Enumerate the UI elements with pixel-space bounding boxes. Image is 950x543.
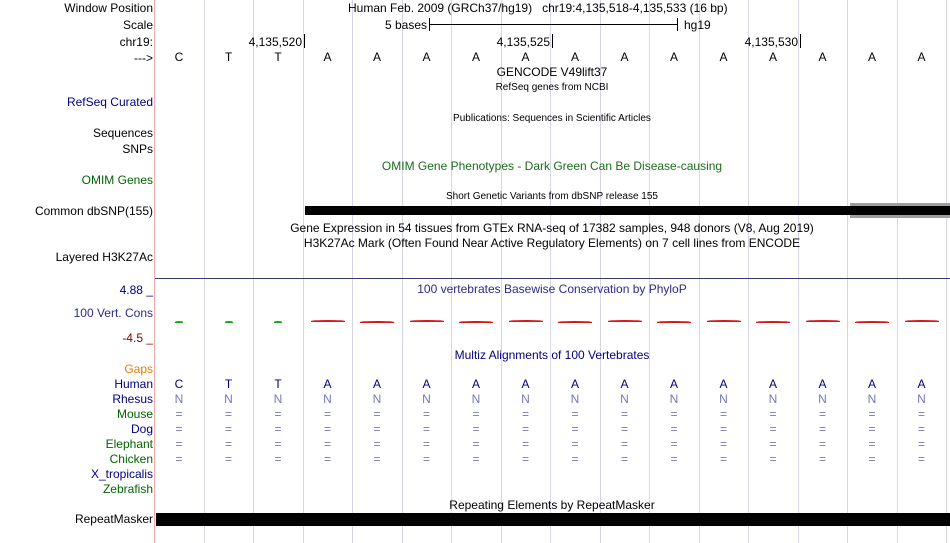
species-label[interactable]: Zebrafish bbox=[102, 482, 153, 496]
alignment-base: A bbox=[372, 377, 381, 391]
alignment-base: = bbox=[175, 407, 183, 421]
alignment-base: = bbox=[175, 422, 183, 436]
alignment-base: C bbox=[174, 377, 184, 391]
alignment-base: = bbox=[422, 422, 430, 436]
alignment-base: A bbox=[818, 377, 827, 391]
sequence-base: A bbox=[570, 50, 579, 64]
sequence-base: A bbox=[768, 50, 777, 64]
conservation-mark bbox=[608, 320, 642, 322]
alignment-base: = bbox=[868, 437, 876, 451]
alignment-base: = bbox=[472, 437, 480, 451]
sequence-base: A bbox=[471, 50, 480, 64]
alignment-base: = bbox=[323, 437, 331, 451]
alignment-base: N bbox=[768, 392, 778, 406]
conservation-mark bbox=[855, 321, 889, 323]
base-gridline bbox=[451, 0, 452, 543]
alignment-base: = bbox=[917, 452, 925, 466]
base-gridline bbox=[897, 0, 898, 543]
alignment-base: = bbox=[917, 407, 925, 421]
alignment-base: N bbox=[372, 392, 382, 406]
conservation-mark bbox=[558, 321, 592, 323]
alignment-base: = bbox=[769, 437, 777, 451]
alignment-base: = bbox=[620, 452, 628, 466]
repeatmasker-label[interactable]: RepeatMasker bbox=[74, 512, 153, 526]
alignment-base: = bbox=[818, 437, 826, 451]
base-gridline bbox=[798, 0, 799, 543]
alignment-base: = bbox=[670, 452, 678, 466]
h3k27ac-track-title: H3K27Ac Mark (Often Found Near Active Regulatory Elements) on 7 cell lines from ENCODE bbox=[303, 236, 801, 250]
alignment-base: N bbox=[867, 392, 877, 406]
conservation-mark bbox=[175, 321, 183, 323]
common-dbsnp-label[interactable]: Common dbSNP(155) bbox=[34, 204, 153, 218]
alignment-base: = bbox=[373, 437, 381, 451]
alignment-base: = bbox=[472, 422, 480, 436]
conservation-track-title: 100 vertebrates Basewise Conservation by PhyloP bbox=[417, 282, 687, 296]
species-label[interactable]: Rhesus bbox=[112, 392, 153, 406]
base-gridline bbox=[699, 0, 700, 543]
chrom-label: chr19: bbox=[119, 35, 153, 49]
alignment-base: = bbox=[769, 422, 777, 436]
scale-build: hg19 bbox=[684, 18, 711, 32]
alignment-base: N bbox=[273, 392, 283, 406]
alignment-base: = bbox=[373, 452, 381, 466]
alignment-base: = bbox=[224, 452, 232, 466]
alignment-base: A bbox=[768, 377, 777, 391]
coord-tick-1-mark bbox=[304, 34, 305, 48]
omim-genes-label[interactable]: OMIM Genes bbox=[81, 173, 153, 187]
base-gridline bbox=[352, 0, 353, 543]
alignment-base: = bbox=[224, 422, 232, 436]
alignment-base: = bbox=[472, 407, 480, 421]
assembly-name: Human Feb. 2009 (GRCh37/hg19) bbox=[348, 1, 533, 15]
alignment-base: = bbox=[422, 452, 430, 466]
species-label[interactable]: Chicken bbox=[109, 452, 153, 466]
sequence-base: A bbox=[917, 50, 926, 64]
alignment-base: A bbox=[867, 377, 876, 391]
sequences-label[interactable]: Sequences bbox=[92, 126, 153, 140]
repeatmasker-element-bar[interactable] bbox=[156, 513, 950, 526]
alignment-base: = bbox=[670, 407, 678, 421]
alignment-base: A bbox=[323, 377, 332, 391]
dbsnp-variant-bar-end[interactable] bbox=[850, 206, 950, 215]
alignment-base: = bbox=[719, 452, 727, 466]
conservation-mark bbox=[509, 320, 543, 322]
species-label[interactable]: Mouse bbox=[116, 407, 153, 421]
species-label[interactable]: Dog bbox=[130, 422, 153, 436]
alignment-base: = bbox=[571, 407, 579, 421]
sequence-base: A bbox=[372, 50, 381, 64]
conservation-mark bbox=[459, 321, 493, 323]
alignment-base: = bbox=[719, 407, 727, 421]
gencode-track-title[interactable]: GENCODE V49lift37 bbox=[496, 65, 608, 79]
alignment-base: = bbox=[868, 407, 876, 421]
alignment-base: = bbox=[224, 407, 232, 421]
sequence-base: A bbox=[867, 50, 876, 64]
scale-bar-left-tick bbox=[429, 18, 430, 31]
refseq-curated-label[interactable]: RefSeq Curated bbox=[66, 95, 153, 109]
sequence-base: T bbox=[274, 50, 282, 64]
scale-text: 5 bases bbox=[384, 18, 427, 32]
alignment-base: N bbox=[818, 392, 827, 406]
alignment-base: N bbox=[422, 392, 431, 406]
alignment-base: = bbox=[175, 452, 183, 466]
alignment-base: T bbox=[224, 377, 233, 391]
alignment-base: = bbox=[274, 452, 282, 466]
conservation-mark bbox=[756, 321, 790, 323]
alignment-base: N bbox=[620, 392, 629, 406]
multiz-track-title: Multiz Alignments of 100 Vertebrates bbox=[454, 348, 650, 362]
alignment-base: = bbox=[323, 422, 331, 436]
conservation-mark bbox=[806, 320, 840, 322]
alignment-base: N bbox=[471, 392, 481, 406]
gtex-track-title: Gene Expression in 54 tissues from GTEx RNA-seq of 17382 samples, 948 donors (V8, Aug 2019) bbox=[290, 221, 814, 235]
species-label[interactable]: Elephant bbox=[105, 437, 153, 451]
position-text: chr19:4,135,518-4,135,533 (16 bp) bbox=[542, 1, 728, 15]
sequence-base: A bbox=[620, 50, 629, 64]
alignment-base: = bbox=[670, 437, 678, 451]
sequence-base: A bbox=[669, 50, 678, 64]
alignment-base: = bbox=[521, 452, 529, 466]
coord-tick-3-mark bbox=[800, 34, 801, 48]
alignment-base: N bbox=[719, 392, 728, 406]
alignment-base: = bbox=[521, 407, 529, 421]
label-column-divider bbox=[154, 0, 155, 543]
alignment-base: = bbox=[323, 407, 331, 421]
conservation-mark bbox=[707, 320, 741, 322]
alignment-base: = bbox=[571, 422, 579, 436]
alignment-base: = bbox=[868, 452, 876, 466]
dbsnp-variant-bar[interactable] bbox=[305, 206, 850, 215]
strand-label: ---> bbox=[134, 51, 153, 65]
sequence-base: A bbox=[818, 50, 827, 64]
alignment-base: = bbox=[571, 437, 579, 451]
base-gridline bbox=[946, 0, 947, 543]
alignment-base: N bbox=[669, 392, 679, 406]
dbsnp-variant-gray-top bbox=[850, 203, 950, 206]
alignment-base: N bbox=[521, 392, 530, 406]
alignment-base: A bbox=[620, 377, 629, 391]
alignment-base: = bbox=[620, 422, 628, 436]
alignment-base: = bbox=[917, 437, 925, 451]
alignment-base: = bbox=[818, 422, 826, 436]
alignment-base: T bbox=[274, 377, 282, 391]
alignment-base: N bbox=[323, 392, 332, 406]
alignment-base: A bbox=[570, 377, 579, 391]
dbsnp-track-title: Short Genetic Variants from dbSNP release 155 bbox=[446, 191, 658, 202]
alignment-base: = bbox=[373, 422, 381, 436]
dbsnp-variant-gray-bottom bbox=[850, 215, 950, 218]
publications-track-title: Publications: Sequences in Scientific Articles bbox=[453, 113, 651, 124]
alignment-base: A bbox=[521, 377, 530, 391]
alignment-base: = bbox=[818, 407, 826, 421]
layered-h3k27ac-label[interactable]: Layered H3K27Ac bbox=[55, 250, 153, 264]
base-gridline bbox=[649, 0, 650, 543]
coord-tick-1: 4,135,520 bbox=[248, 35, 302, 49]
alignment-base: N bbox=[917, 392, 926, 406]
alignment-base: = bbox=[224, 437, 232, 451]
base-gridline bbox=[402, 0, 403, 543]
conservation-mark bbox=[410, 320, 444, 322]
species-label[interactable]: Gaps bbox=[124, 362, 153, 376]
alignment-base: A bbox=[917, 377, 926, 391]
sequence-base: A bbox=[719, 50, 728, 64]
window-position-label: Window Position bbox=[64, 1, 153, 15]
alignment-base: = bbox=[373, 407, 381, 421]
alignment-base: = bbox=[571, 452, 579, 466]
alignment-base: = bbox=[521, 437, 529, 451]
vert-cons-label[interactable]: 100 Vert. Cons bbox=[73, 306, 153, 320]
refseq-track-subtitle: RefSeq genes from NCBI bbox=[495, 82, 609, 93]
alignment-base: = bbox=[868, 422, 876, 436]
conservation-mark bbox=[657, 321, 691, 323]
base-gridline bbox=[748, 0, 749, 543]
alignment-base: = bbox=[620, 437, 628, 451]
alignment-base: = bbox=[274, 422, 282, 436]
assembly-title bbox=[348, 1, 728, 15]
sequence-base: T bbox=[224, 50, 233, 64]
alignment-base: A bbox=[471, 377, 480, 391]
alignment-base: = bbox=[769, 452, 777, 466]
species-label[interactable]: Human bbox=[114, 377, 153, 391]
alignment-base: = bbox=[818, 452, 826, 466]
alignment-base: = bbox=[620, 407, 628, 421]
base-gridline bbox=[847, 0, 848, 543]
alignment-base: = bbox=[422, 437, 430, 451]
alignment-base: N bbox=[174, 392, 184, 406]
coord-tick-2-mark bbox=[552, 34, 553, 48]
sequence-base: A bbox=[422, 50, 431, 64]
alignment-base: = bbox=[670, 422, 678, 436]
conservation-mark bbox=[360, 321, 394, 323]
base-gridline bbox=[303, 0, 304, 543]
cons-max-value: 4.88 _ bbox=[119, 283, 153, 297]
coord-tick-2: 4,135,525 bbox=[496, 35, 550, 49]
sequence-base: A bbox=[323, 50, 332, 64]
h3k27ac-baseline bbox=[155, 278, 950, 279]
alignment-base: = bbox=[719, 422, 727, 436]
alignment-base: A bbox=[669, 377, 678, 391]
conservation-mark bbox=[225, 321, 233, 323]
alignment-base: N bbox=[224, 392, 233, 406]
conservation-mark bbox=[311, 320, 345, 322]
species-label[interactable]: X_tropicalis bbox=[90, 467, 153, 481]
alignment-base: A bbox=[719, 377, 728, 391]
alignment-base: = bbox=[323, 452, 331, 466]
scale-bar bbox=[429, 24, 677, 25]
conservation-mark bbox=[905, 320, 939, 322]
coord-tick-3: 4,135,530 bbox=[744, 35, 798, 49]
alignment-base: = bbox=[719, 437, 727, 451]
alignment-base: = bbox=[917, 422, 925, 436]
sequence-base: A bbox=[521, 50, 530, 64]
alignment-base: = bbox=[274, 407, 282, 421]
alignment-base: = bbox=[521, 422, 529, 436]
scale-label: Scale bbox=[122, 18, 153, 32]
alignment-base: = bbox=[274, 437, 282, 451]
alignment-base: A bbox=[422, 377, 431, 391]
alignment-base: = bbox=[175, 437, 183, 451]
alignment-base: = bbox=[472, 452, 480, 466]
cons-min-value: -4.5 _ bbox=[122, 331, 153, 345]
repeatmasker-track-title: Repeating Elements by RepeatMasker bbox=[449, 498, 655, 512]
omim-track-title: OMIM Gene Phenotypes - Dark Green Can Be Disease-causing bbox=[381, 159, 723, 173]
alignment-base: = bbox=[422, 407, 430, 421]
conservation-mark bbox=[274, 321, 282, 323]
base-gridline bbox=[204, 0, 205, 543]
base-gridline bbox=[253, 0, 254, 543]
sequence-base: C bbox=[174, 50, 184, 64]
snps-label[interactable]: SNPs bbox=[122, 142, 153, 156]
scale-bar-right-tick bbox=[677, 18, 678, 31]
alignment-base: = bbox=[769, 407, 777, 421]
alignment-base: N bbox=[570, 392, 580, 406]
